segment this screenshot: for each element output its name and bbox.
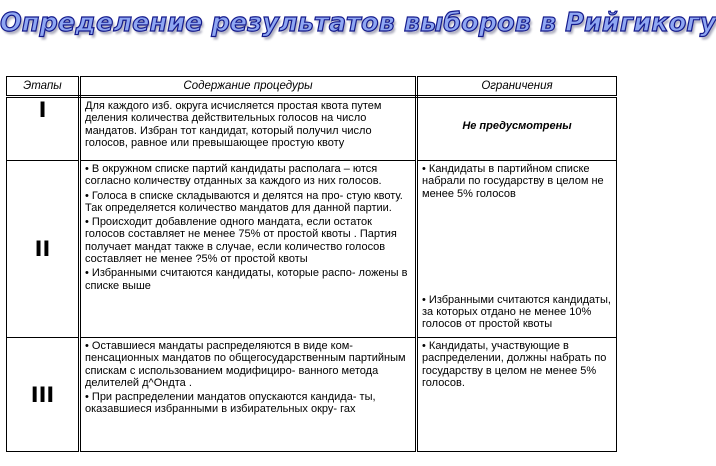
limits-cell [417,161,617,338]
limits-text: Не предусмотрены [462,120,572,132]
content-cell [80,161,417,338]
limits-text: • Кандидаты в партийном списке набрали по государству в целом не менее 5% голосов [422,163,604,200]
header-stages: Этапы [7,77,80,97]
content-cell [80,97,417,161]
header-limits: Ограничения [417,77,617,97]
content-text: • В окружном списке партий кандидаты располага – ются согласно количеству отданных за каждого из них голосов. [85,163,382,188]
stage-cell: I [7,97,80,161]
content-text: • Оставшиеся мандаты распределяются в виде ком- пенсационных мандатов по общегосударственным партийным спискам с использованием модифициро- ванного метода делителей д^Ондта . [85,340,406,389]
header-content: Содержание процедуры [80,77,417,97]
table-row [7,161,617,338]
content-text: • Происходит добавление одного мандата, если остаток голосов составляет не менее 75% от простой квоты . Партия получает мандат также в случае, если количество голосов составляет не менее ?5% от простой квоты [85,216,397,266]
procedure-table [6,76,617,452]
stage-cell: III [7,338,80,452]
content-cell [80,338,417,452]
content-text: Для каждого изб. округа исчисляется простая квота путем деления количества действительных голосов на число мандатов. Избран тот кандидат, который получил число голосов, равное или превышающее простую квоту [85,100,382,149]
content-text: • Голоса в списке складываются и делятся на про- стую квоту. Так определяется количество мандатов для данной партии. [85,189,403,214]
limits-cell [417,97,617,161]
limits-text: • Кандидаты, участвующие в распределении, должны набрать по государству в целом не менее 5% голосов. [422,340,607,389]
header-row [7,77,617,97]
limits-text: • Избранными считаются кандидаты, за которых отдано не менее 10% голосов от простой квоты [422,293,611,331]
content-text: • Избранными считаются кандидаты, которые распо- ложены в списке выше [85,267,408,292]
limits-cell [417,338,617,452]
content-text: • При распределении мандатов опускаются кандида- ты, оказавшиеся избранными в избирательных окру- гах [85,391,376,416]
table-row [7,338,617,452]
stage-cell: II [7,161,80,338]
slide-title: Определение результатов выборов в Рийгикогу [0,8,716,38]
table-row [7,97,617,161]
